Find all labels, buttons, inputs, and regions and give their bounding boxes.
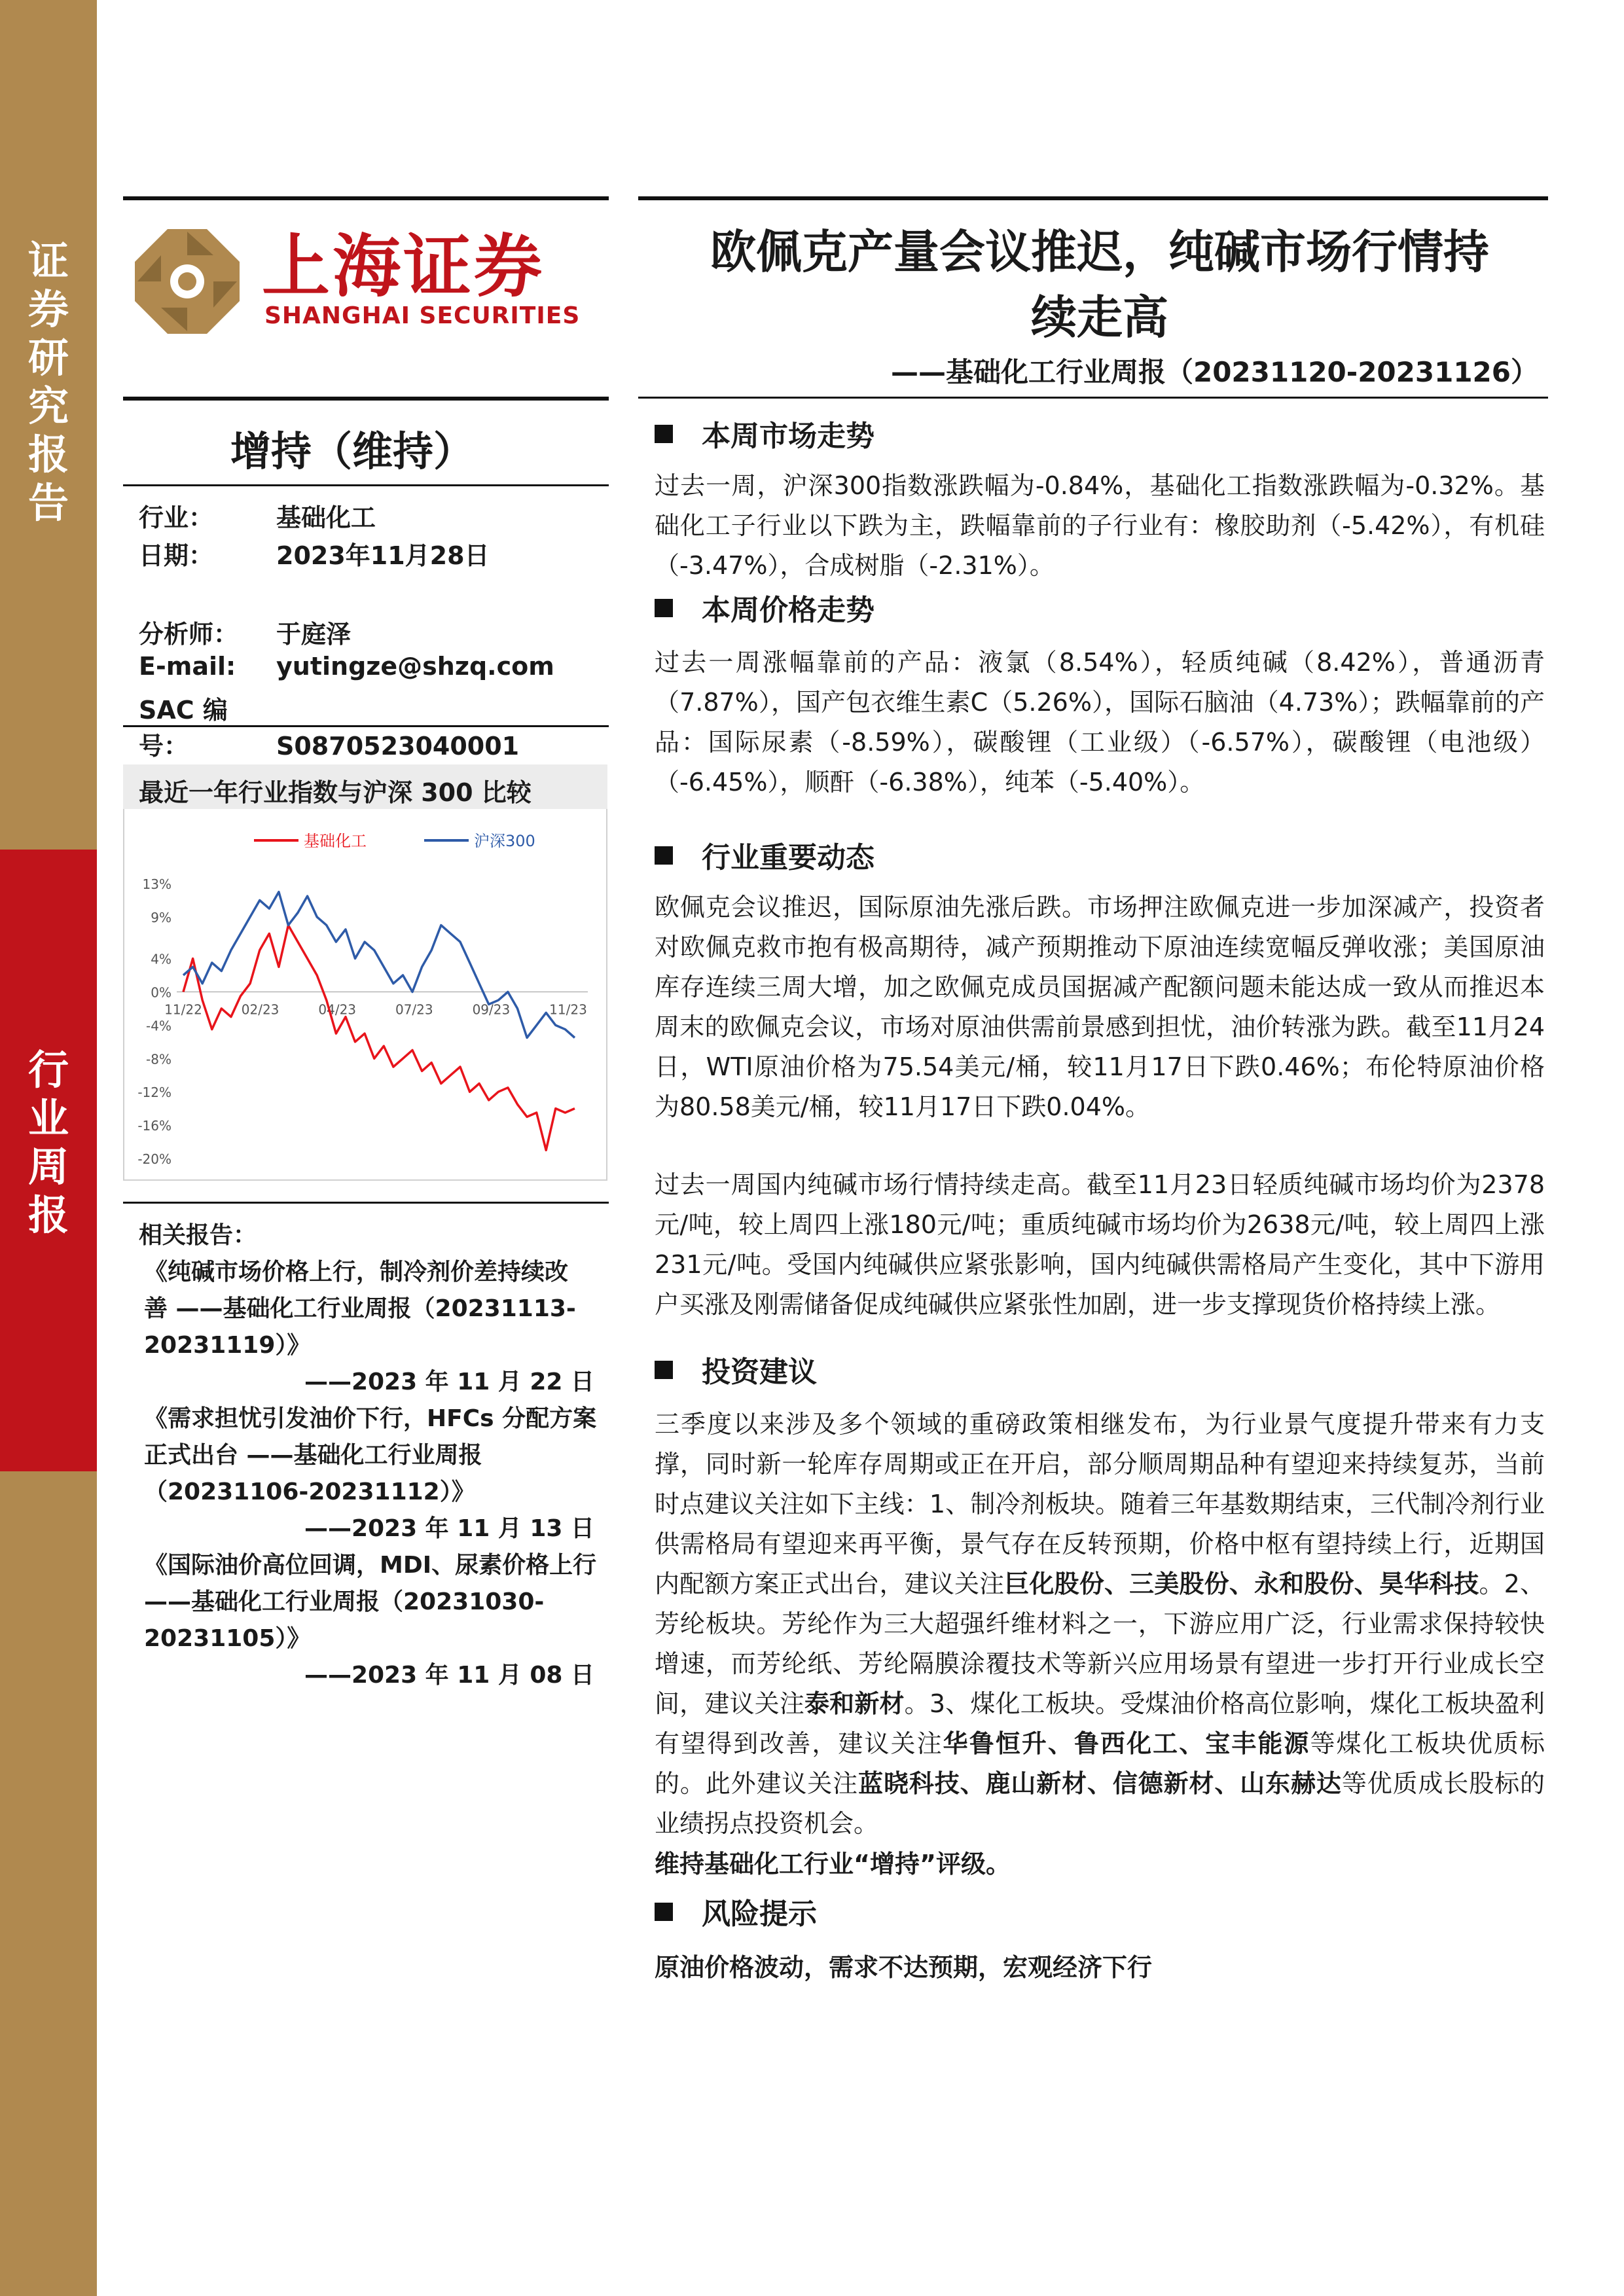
- analyst-value: 于庭泽: [276, 620, 352, 649]
- section-industry-news-text-2: 过去一周国内纯碱市场行情持续走高。截至11月23日轻质纯碱市场均价为2378元/吨，较上周四上涨180元/吨；重质纯碱市场均价为2638元/吨，较上周四上涨231元/吨。受国内纯碱供应紧张影响，国内纯碱供需格局产生变化，其中下游用户买涨及刚需储备促成纯碱供应紧张性加剧，进一步支撑现货价格持续上涨。: [655, 1170, 1545, 1319]
- rating-label: 增持（维持）: [230, 427, 474, 475]
- investment-text-part: 。3、煤化工板块。受煤油价格高位影响，煤化工板块盈利有望得到改善，建议关注: [655, 1689, 1545, 1758]
- sac-label: SAC 编号：: [139, 696, 228, 761]
- related-report-3-line1[interactable]: 《国际油价高位回调，MDI、尿素价格上行: [144, 1552, 597, 1579]
- investment-picks-growth: 蓝晓科技、鹿山新材、信德新材、山东赫达: [858, 1769, 1342, 1798]
- rule-related-top: [123, 1202, 609, 1204]
- y-tick-label: -8%: [146, 1051, 171, 1067]
- x-tick-label: 11/23: [549, 1001, 587, 1018]
- investment-text-part: 。2、芳纶板块。芳纶作为三大超强纤维材料之一，下游应用广泛，行业需求保持较快增速，而芳纶纸、芳纶隔膜涂覆技术等新兴应用场景有望进一步打开行业成长空间，建议关注: [655, 1570, 1545, 1718]
- section-industry-news-title: 行业重要动态: [702, 841, 875, 874]
- y-tick-label: 13%: [142, 876, 171, 892]
- investment-rating-statement: 维持基础化工行业“增持”评级。: [655, 1850, 1011, 1878]
- analyst-row: [139, 614, 351, 650]
- related-report-1-line3[interactable]: 20231119）》: [144, 1332, 311, 1359]
- related-report-3-date: ——2023 年 11 月 08 日: [304, 1662, 594, 1689]
- y-tick-label: 9%: [151, 909, 171, 925]
- industry-label: 行业：: [139, 503, 214, 532]
- investment-picks-aramid: 泰和新材: [804, 1689, 905, 1718]
- rule-rating-top: [123, 397, 609, 401]
- index-comparison-chart: [123, 812, 605, 1178]
- x-tick-label: 07/23: [395, 1001, 433, 1018]
- y-tick-label: -20%: [137, 1151, 171, 1167]
- sac-value: S0870523040001: [276, 732, 520, 761]
- analyst-label: 分析师：: [139, 620, 239, 649]
- section-price-trend-text: 过去一周涨幅靠前的产品：液氯（8.54%），轻质纯碱（8.42%），普通沥青（7.87%），国产包衣维生素C（5.26%），国际石脑油（4.73%）；跌幅靠前的产品：国际尿素（-8.59%），碳酸锂（工业级）（-6.57%），碳酸锂（电池级）（-6.45%），顺酐（-6.38%），纯苯（-5.40%）。: [655, 648, 1545, 797]
- date-row: [139, 535, 490, 571]
- y-tick-label: -16%: [137, 1118, 171, 1134]
- top-rule-left: [123, 196, 609, 200]
- rule-info-bottom: [123, 725, 609, 727]
- related-report-2-line1[interactable]: 《需求担忧引发油价下行，HFCs 分配方案: [144, 1405, 597, 1432]
- y-tick-label: -4%: [146, 1018, 171, 1034]
- report-title-line1: 欧佩克产量会议推迟，纯碱市场行情持: [710, 225, 1489, 279]
- chart-title: 最近一年行业指数与沪深 300 比较: [139, 778, 532, 807]
- date-label: 日期：: [139, 541, 214, 570]
- section-market-trend-text: 过去一周，沪深300指数涨跌幅为-0.84%，基础化工指数涨跌幅为-0.32%。基础化工子行业以下跌为主，跌幅靠前的子行业有：橡胶助剂（-5.42%），有机硅（-3.47%），合成树脂（-2.31%）。: [655, 471, 1545, 580]
- related-report-3-line2[interactable]: ——基础化工行业周报（20231030-: [144, 1588, 545, 1615]
- section-price-trend-heading: [655, 586, 875, 628]
- chart-legend: [254, 832, 535, 850]
- related-report-1-line2[interactable]: 善 ——基础化工行业周报（20231113-: [144, 1295, 576, 1322]
- bullet-square-icon: [655, 599, 673, 617]
- investment-text-part: 等优质成长股标的业绩拐点投资机会。: [655, 1769, 1545, 1838]
- section-market-trend-heading: [655, 412, 875, 454]
- section-risk-heading: [655, 1890, 817, 1932]
- report-title-line2: 续走高: [1031, 291, 1168, 344]
- logo-text-en: SHANGHAI SECURITIES: [264, 302, 581, 329]
- plot-lines: [183, 892, 575, 1151]
- side-label-weekly: 行 业 周 报: [27, 1046, 69, 1239]
- bullet-square-icon: [655, 1903, 673, 1921]
- bullet-square-icon: [655, 846, 673, 865]
- email-label: E-mail:: [139, 652, 236, 681]
- section-industry-news-text-1: 欧佩克会议推迟，国际原油先涨后跌。市场押注欧佩克进一步加深减产，投资者对欧佩克救市抱有极高期待，减产预期推动下原油连续宽幅反弹收涨；美国原油库存连续三周大增，加之欧佩克成员国据减产配额问题未能达成一致从而推迟本周末的欧佩克会议，市场对原油供需前景感到担忧，油价转涨为跌。截至11月24日，WTI原油价格为75.54美元/桶，较11月17日下跌0.46%；布伦特原油价格为80.58美元/桶，较11月17日下跌0.04%。: [655, 893, 1545, 1121]
- section-industry-news-heading: [655, 834, 875, 876]
- related-report-2-date: ——2023 年 11 月 13 日: [304, 1515, 594, 1542]
- date-value: 2023年11月28日: [276, 541, 490, 570]
- investment-text-part: 三季度以来涉及多个领域的重磅政策相继发布，为行业景气度提升带来有力支撑，同时新一轮库存周期或正在开启，部分顺周期品种有望迎来持续复苏，当前时点建议关注如下主线：1、制冷剂板块。随着三年基数期结束，三代制冷剂行业供需格局有望迎来再平衡，景气存在反转预期，价格中枢有望持续上行，近期国内配额方案正式出台，建议关注: [655, 1410, 1545, 1598]
- section-price-trend-title: 本周价格走势: [702, 594, 875, 627]
- logo-text-cn: 上海证券: [262, 226, 545, 306]
- y-tick-label: 0%: [151, 984, 171, 1001]
- y-axis-ticks: [137, 876, 588, 1167]
- y-tick-label: -12%: [137, 1085, 171, 1101]
- section-investment-title: 投资建议: [702, 1355, 817, 1389]
- related-report-1-line1[interactable]: 《纯碱市场价格上行，制冷剂价差持续改: [144, 1259, 569, 1285]
- bullet-square-icon: [655, 425, 673, 443]
- related-report-3-line3[interactable]: 20231105）》: [144, 1625, 311, 1652]
- related-report-2-line3[interactable]: （20231106-20231112）》: [144, 1479, 475, 1505]
- investment-text-part: 等煤化工板块优质标的。此外建议关注: [655, 1729, 1545, 1798]
- y-tick-label: 4%: [151, 951, 171, 967]
- x-tick-label: 09/23: [472, 1001, 511, 1018]
- side-label-report-type: 证 券 研 究 报 告: [27, 237, 69, 527]
- section-market-trend-title: 本周市场走势: [702, 420, 875, 453]
- section-investment-heading: [655, 1348, 817, 1390]
- investment-picks-refrigerant: 巨化股份、三美股份、永和股份、昊华科技: [1004, 1570, 1479, 1598]
- related-report-2-line2[interactable]: 正式出台 ——基础化工行业周报: [144, 1442, 482, 1469]
- industry-value: 基础化工: [276, 503, 376, 532]
- x-tick-label: 11/22: [164, 1001, 202, 1018]
- email-row: [139, 652, 554, 681]
- rule-title-bottom: [638, 397, 1548, 399]
- x-tick-label: 02/23: [241, 1001, 280, 1018]
- legend-label-chemical: 基础化工: [304, 832, 367, 850]
- email-value[interactable]: yutingze@shzq.com: [276, 652, 554, 681]
- related-report-1-date: ——2023 年 11 月 22 日: [304, 1369, 594, 1395]
- bullet-square-icon: [655, 1361, 673, 1379]
- top-rule-right: [638, 196, 1548, 200]
- section-investment-text: [655, 1405, 1545, 1844]
- x-tick-label: 04/23: [318, 1001, 357, 1018]
- section-risk-title: 风险提示: [702, 1897, 817, 1931]
- related-heading: 相关报告：: [139, 1222, 257, 1249]
- rule-rating-bottom: [123, 484, 609, 486]
- industry-row: [139, 497, 376, 533]
- section-risk-text: 原油价格波动，需求不达预期，宏观经济下行: [655, 1953, 1153, 1982]
- investment-picks-coal-chemical: 华鲁恒升、鲁西化工、宝丰能源: [943, 1729, 1310, 1758]
- report-subtitle: ——基础化工行业周报（20231120-20231126）: [890, 356, 1538, 388]
- legend-label-csi300: 沪深300: [474, 832, 535, 850]
